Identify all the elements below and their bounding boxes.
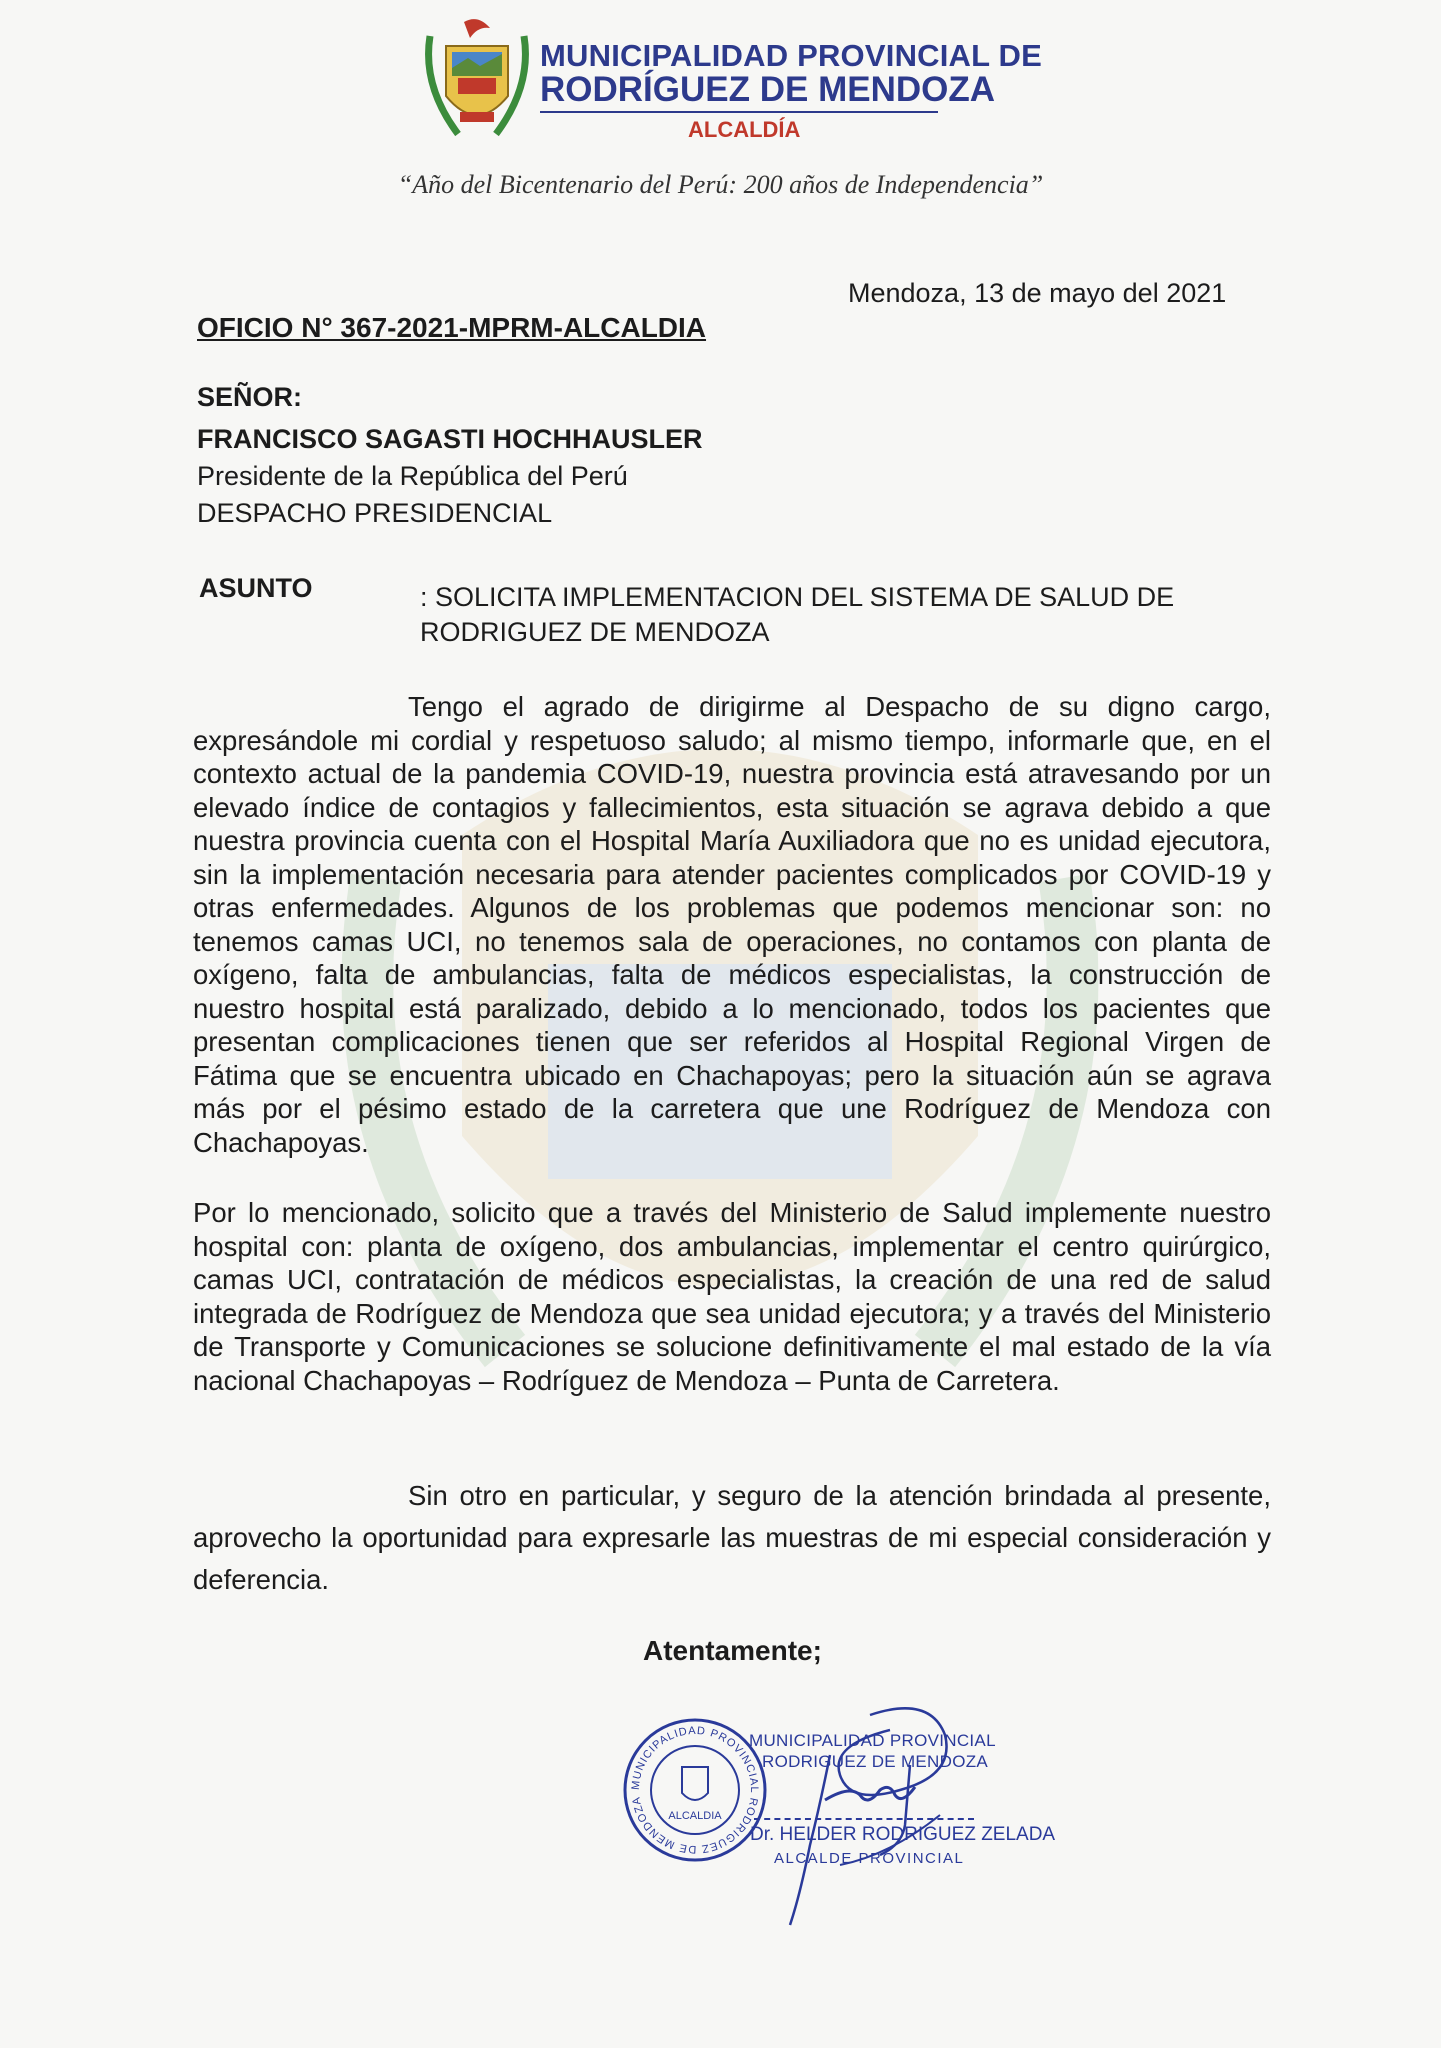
body-paragraph-1: Tengo el agrado de dirigirme al Despacho de su digno cargo, expresándole mi cordial y respetuoso saludo; al mismo tiempo, informarle que, en el contexto actual de la pandemia COVID-19, nuestra provincia está atravesando por un elevado índice de contagios y fallecimientos, esta situación se agrava debido a que nuestra provincia cuenta con el Hospital María Auxiliadora que no es unidad ejecutora, sin la implementación necesaria para atender pacientes complicados por COVID-19 y otras enfermedades. Algunos de los problemas que podemos mencionar son: no tenemos camas UCI, no tenemos sala de operaciones, no contamos con planta de oxígeno, falta de ambulancias, falta de médicos especialistas, la construcción de nuestro hospital está paralizado, debido a lo mencionado, todos los pacientes que presentan complicaciones tienen que ser referidos al Hospital Regional Virgen de Fátima que se encuentra ubicado en Chachapoyas; pero la situación aún se agrava más por el pésimo estado de la carretera que une Rodríguez de Mendoza con Chachapoyas. (193, 691, 1271, 1158)
recipient-salutation: SEÑOR: (197, 382, 303, 412)
body-paragraph-3: Sin otro en particular, y seguro de la atención brindada al presente, aprovecho la oportunidad para expresarle las muestras de mi especial consideración y deferencia. (193, 1480, 1271, 1595)
letter-date: Mendoza, 13 de mayo del 2021 (848, 278, 1227, 308)
seal-center-text: ALCALDIA (668, 1810, 722, 1822)
stamp-line-2: RODRIGUEZ DE MENDOZA (762, 1752, 989, 1771)
recipient-name: FRANCISCO SAGASTI HOCHHAUSLER (197, 424, 703, 454)
org-name-line2: RODRÍGUEZ DE MENDOZA (540, 70, 995, 109)
signature-block (744, 1720, 1056, 1920)
stamp-line-1: MUNICIPALIDAD PROVINCIAL (749, 1731, 996, 1750)
document-reference: OFICIO N° 367-2021-MPRM-ALCALDIA (197, 312, 707, 343)
official-motto: “Año del Bicentenario del Perú: 200 años de Independencia” (397, 170, 1044, 199)
body-paragraph-2: Por lo mencionado, solicito que a través del Ministerio de Salud implemente nuestro hospital con: planta de oxígeno, dos ambulancias, implementar el centro quirúrgico, camas UCI, contratación de médicos especialistas, la creación de una red de salud integrada de Rodríguez de Mendoza que sea unidad ejecutora; y a través del Ministerio de Transporte y Comunicaciones se solucione definitivamente el mal estado de la vía nacional Chachapoyas – Rodríguez de Mendoza – Punta de Carretera. (193, 1197, 1271, 1396)
seal-ring-text: MUNICIPALIDAD PROVINCIAL RODRIGUEZ DE MENDOZA (629, 1724, 761, 1856)
header-divider (540, 111, 938, 113)
signature-line (754, 1818, 974, 1820)
municipal-crest-icon (418, 16, 536, 144)
signer-role: ALCALDE PROVINCIAL (774, 1850, 965, 1867)
recipient-title: Presidente de la República del Perú (197, 461, 628, 491)
subject-label: ASUNTO (199, 573, 313, 603)
subject-text: : SOLICITA IMPLEMENTACION DEL SISTEMA DE SALUD DE RODRIGUEZ DE MENDOZA (420, 582, 1175, 647)
recipient-office: DESPACHO PRESIDENCIAL (197, 498, 553, 528)
org-department: ALCALDÍA (688, 117, 801, 142)
svg-text:MUNICIPALIDAD PROVINCIAL RODRI (630, 1725, 760, 1855)
closing-salutation: Atentamente; (643, 1635, 822, 1666)
org-name-line1: MUNICIPALIDAD PROVINCIAL DE (540, 38, 1042, 73)
signer-name: Dr. HELDER RODRIGUEZ ZELADA (750, 1824, 1056, 1845)
